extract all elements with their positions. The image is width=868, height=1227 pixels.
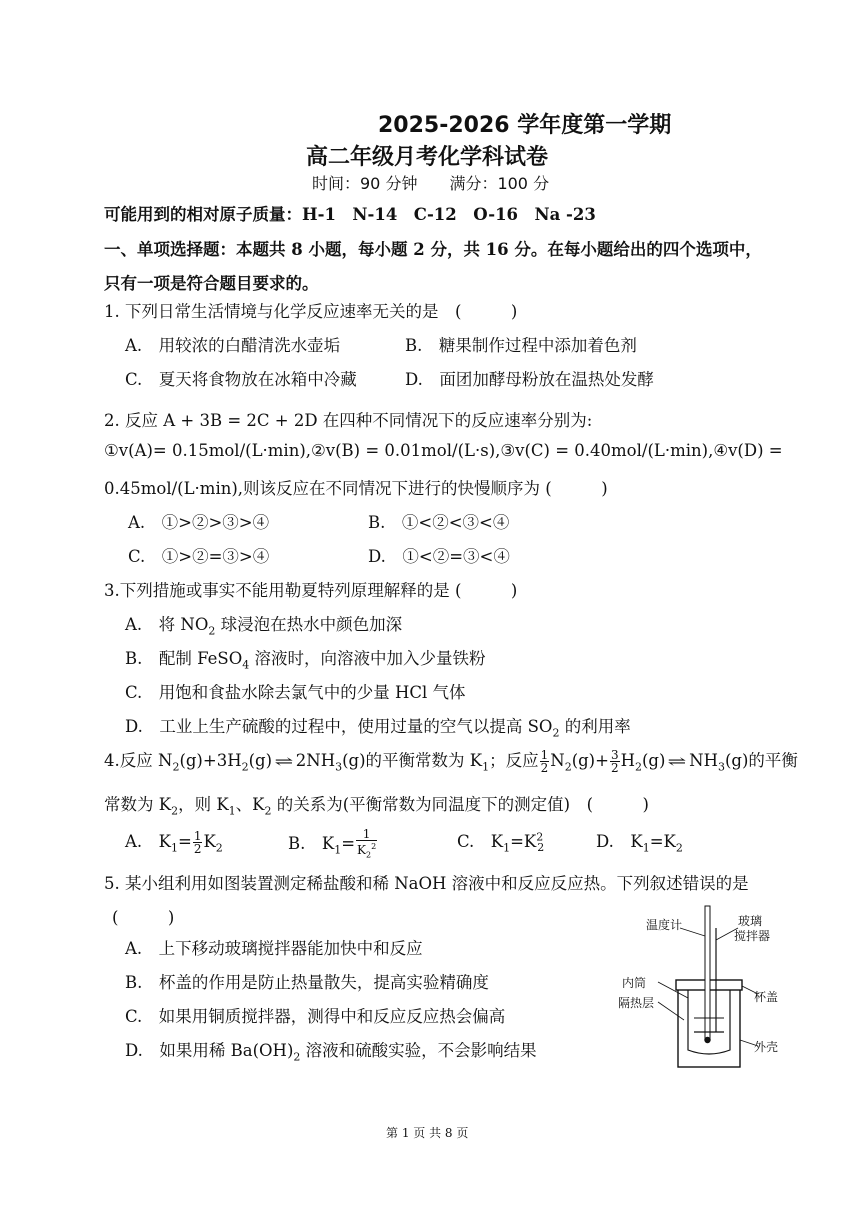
q4-option-d: D. $K_1=K_2$ (596, 832, 683, 855)
section1-heading-line2: 只有一项是符合题目要求的。 (104, 274, 319, 293)
fraction-three-halves: $\frac{3}{2}$ (610, 748, 619, 775)
q1-option-d: D. 面团加酵母粉放在温热处发酵 (405, 370, 654, 389)
q1-option-c: C. 夏天将食物放在冰箱中冷藏 (125, 370, 357, 389)
insulation-label: 隔热层 (618, 996, 655, 1010)
q4-stem-line1: 4.反应 $N_2(g)+3H_2(g)$ ⇌ $2NH_3(g)$的平衡常数为 $K_1$；反应 $\frac{1}{2}$ $N_2(g)+$ $\frac{3}{2}$ $H_2(g)$ ⇌ $NH_3(g)$的平衡 (104, 748, 798, 775)
q2-stem-line2: ①v(A)= 0.15mol/(L·min),②v(B) = 0.01mol/(L·s),③v(C) = 0.40mol/(L·min),④v(D) = (104, 441, 783, 460)
q5-option-b: B. 杯盖的作用是防止热量散失，提高实验精确度 (125, 973, 489, 992)
q2-stem-line1: 2. 反应 A + 3B = 2C + 2D 在四种不同情况下的反应速率分别为: (104, 411, 593, 430)
q2-option-c: C. ①>②=③>④ (128, 547, 270, 566)
calorimeter-figure (608, 900, 788, 1075)
lid-label: 杯盖 (754, 990, 779, 1004)
q3-stem: 3.下列措施或事实不能用勒夏特列原理解释的是 ( ) (104, 581, 518, 600)
q5-option-c: C. 如果用铜质搅拌器，测得中和反应反应热会偏高 (125, 1007, 506, 1026)
q2-option-b: B. ①<②<③<④ (368, 513, 510, 532)
q5-option-a: A. 上下移动玻璃搅拌器能加快中和反应 (125, 939, 423, 958)
q2-option-d: D. ①<②=③<④ (368, 547, 510, 566)
outer-shell-label: 外壳 (754, 1040, 779, 1054)
page-number: 第 1 页 共 8 页 (386, 1126, 469, 1140)
q1-stem: 1. 下列日常生活情境与化学反应速率无关的是 ( ) (104, 302, 518, 321)
q4-option-c: C. $K_1=K^2_2$ (457, 830, 545, 855)
q5-option-d: D. 如果用稀 $Ba(OH)_2$ 溶液和硫酸实验，不会影响结果 (125, 1041, 537, 1064)
q3-option-d: D. 工业上生产硫酸的过程中，使用过量的空气以提高 $SO_2$ 的利用率 (125, 717, 631, 740)
exam-title: 高二年级月考化学科试卷 (306, 145, 549, 170)
q4-option-b: B. $K_1=$ $\frac{1}{K_2^2}$ (288, 827, 377, 860)
inner-cup-label: 内筒 (622, 976, 647, 990)
exam-year-title: 2025-2026 学年度第一学期 (378, 113, 672, 138)
q3-option-a: A. 将 $NO_2$ 球浸泡在热水中颜色加深 (125, 615, 403, 638)
equilibrium-arrow-icon: ⇌ (274, 754, 294, 770)
atomic-masses: 可能用到的相对原子质量：H-1 N-14 C-12 O-16 Na -23 (104, 205, 596, 224)
q1-option-b: B. 糖果制作过程中添加着色剂 (405, 336, 637, 355)
fraction-half: $\frac{1}{2}$ (540, 748, 549, 775)
q5-stem: 5. 某小组利用如图装置测定稀盐酸和稀 NaOH 溶液中和反应反应热。下列叙述错误的是 (104, 874, 749, 893)
q2-stem-line3: 0.45mol/(L·min),则该反应在不同情况下进行的快慢顺序为 ( ) (104, 479, 608, 498)
thermometer-label: 温度计 (646, 918, 683, 932)
time-score-info: 时间：90 分钟 满分：100 分 (312, 174, 550, 193)
q3-option-b: B. 配制 FeSO$_4$ 溶液时，向溶液中加入少量铁粉 (125, 649, 486, 672)
stirrer-label-line2: 搅拌器 (734, 929, 771, 943)
q2-option-a: A. ①>②>③>④ (128, 513, 270, 532)
q4-stem-line2: 常数为 $K_2$，则 $K_1$、$K_2$ 的关系为(平衡常数为同温度下的测定值) ( ) (104, 795, 649, 818)
q1-option-a: A. 用较浓的白醋清洗水壶垢 (125, 336, 341, 355)
q4-option-a: A. $K_1=$ $\frac{1}{2}$ $K_2$ (125, 829, 223, 856)
section1-heading-line1: 一、单项选择题：本题共 8 小题，每小题 2 分，共 16 分。在每小题给出的四个选项中， (104, 240, 762, 259)
q3-option-c: C. 用饱和食盐水除去氯气中的少量 HCl 气体 (125, 683, 466, 702)
stirrer-label-line1: 玻璃 (738, 914, 763, 928)
equilibrium-arrow-icon: ⇌ (667, 754, 687, 770)
q5-answer-paren: ( ) (112, 908, 175, 927)
